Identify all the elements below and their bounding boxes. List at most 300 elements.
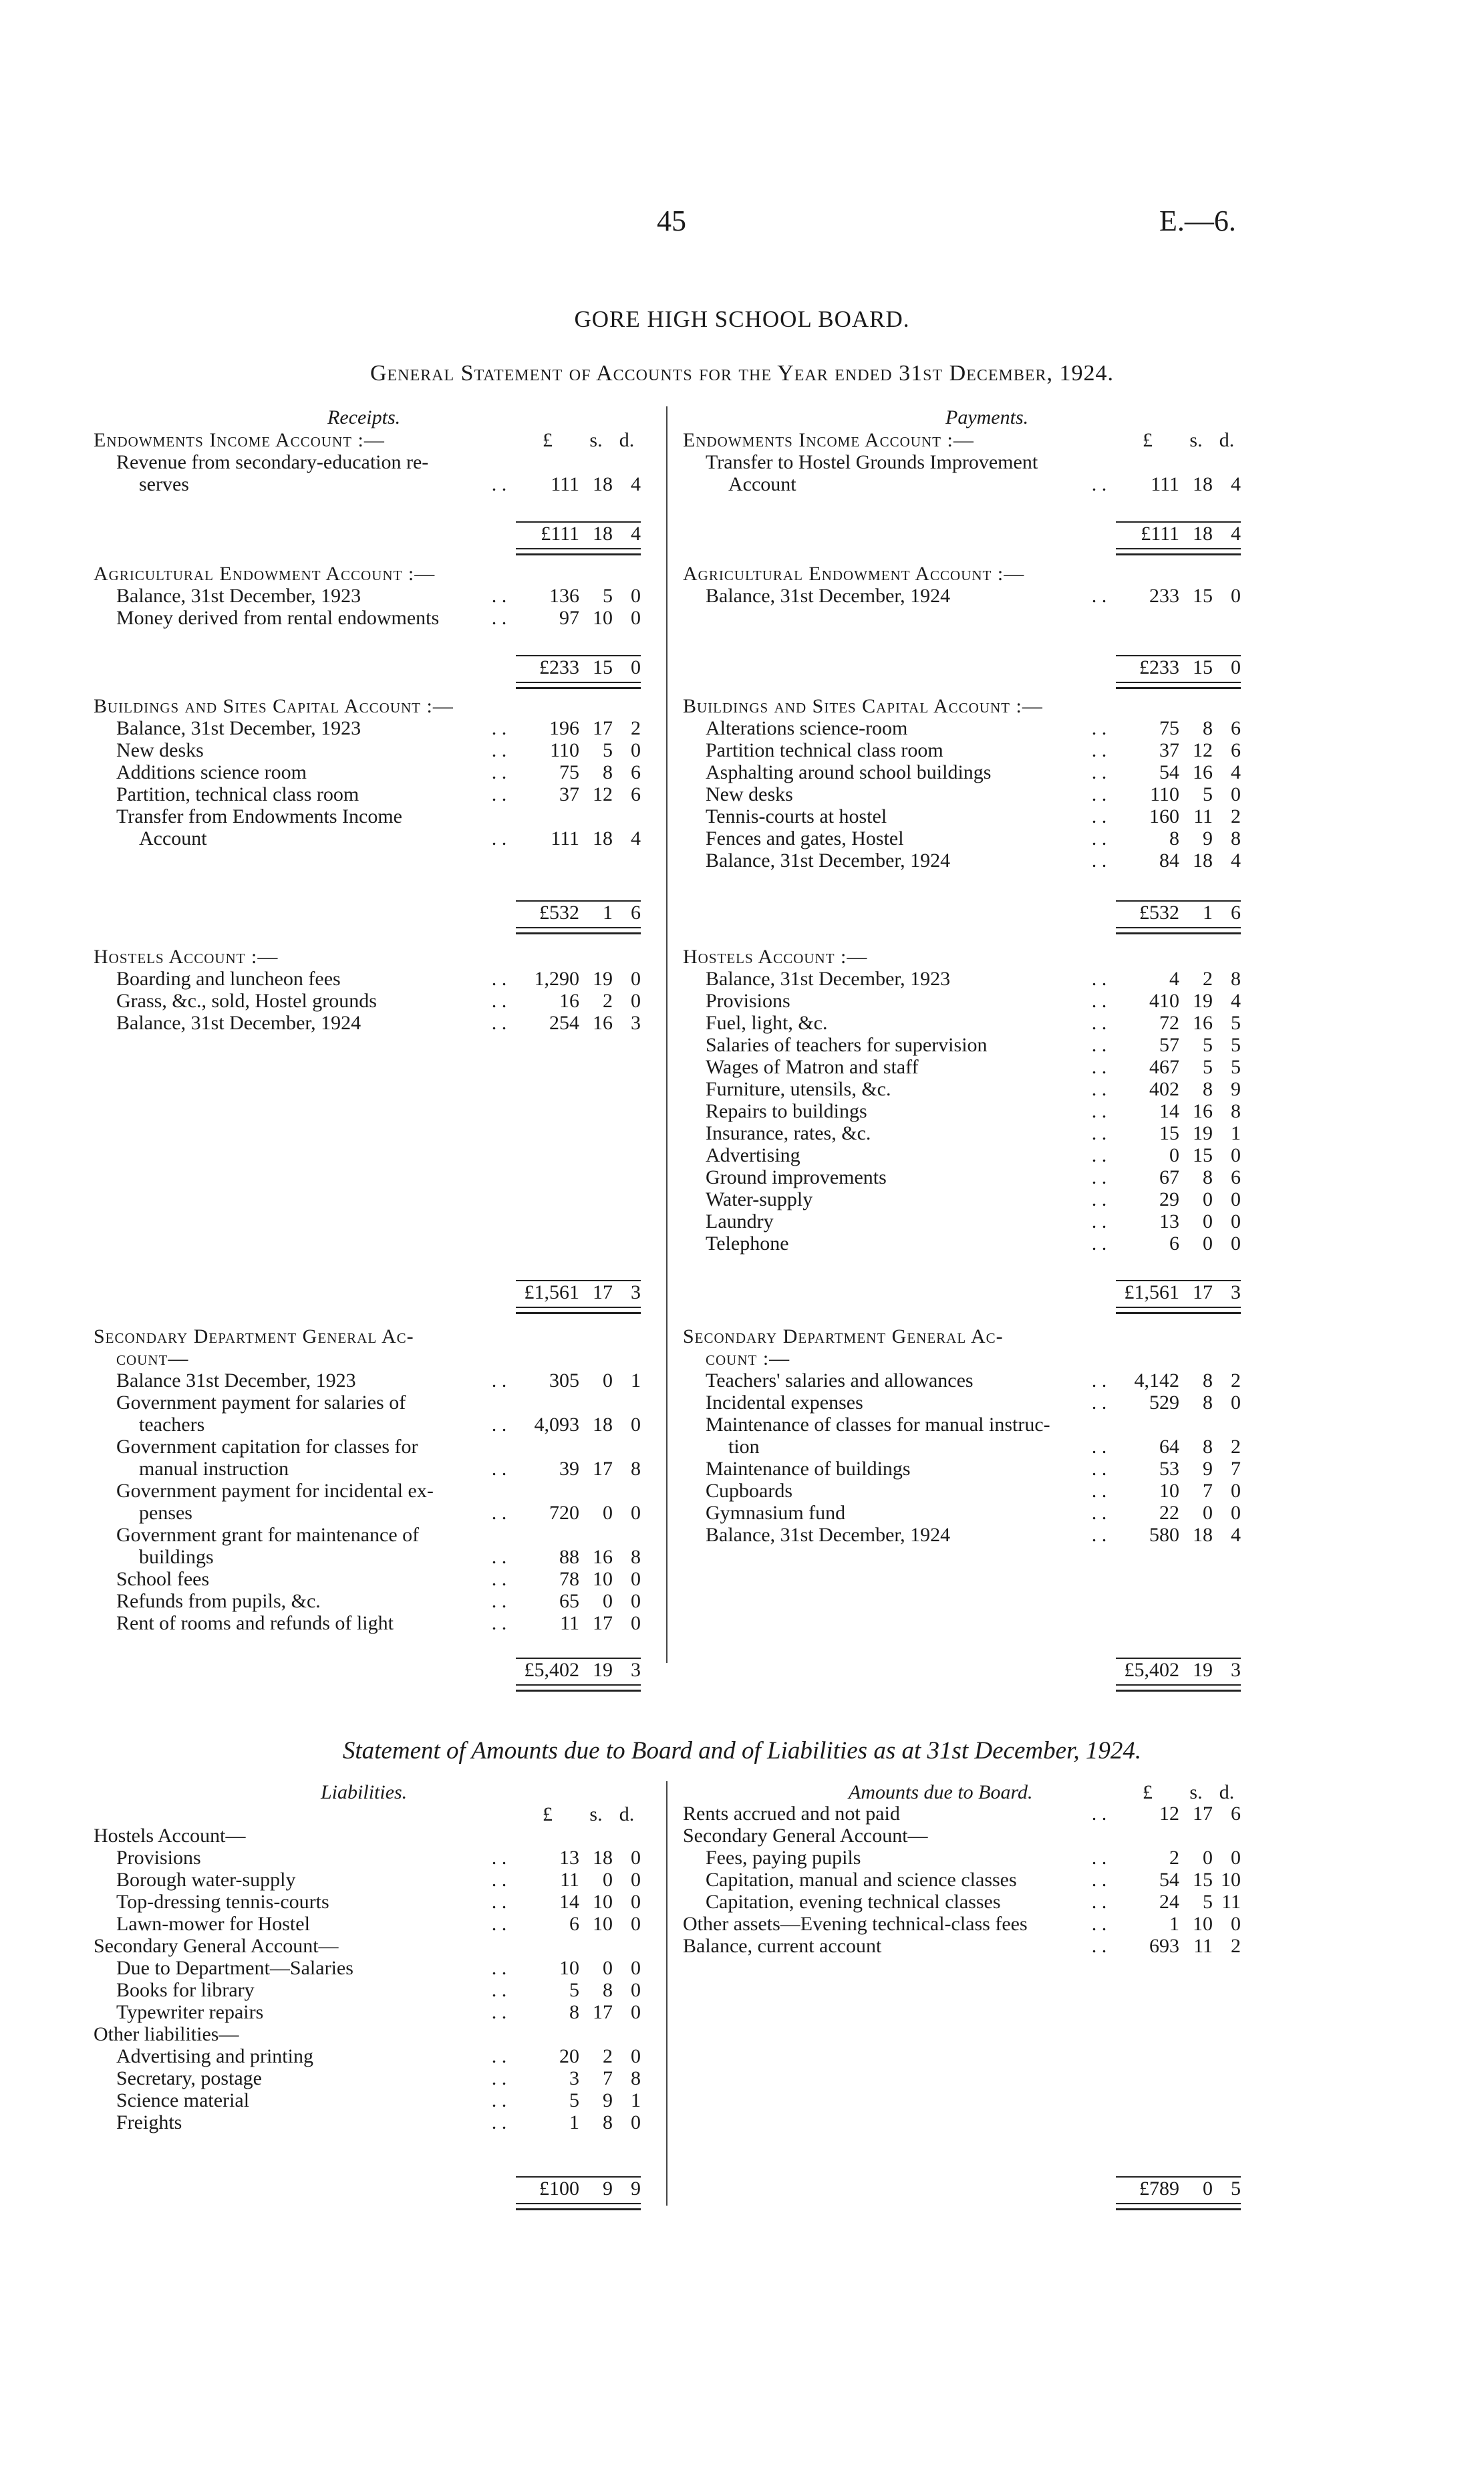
- amount-pounds: 1: [1169, 1913, 1179, 1935]
- amount-pence: 2: [1231, 1436, 1241, 1458]
- row-label: Provisions: [706, 990, 790, 1012]
- amount-cells: [516, 1913, 641, 1935]
- amount-pence: 1: [631, 2089, 641, 2111]
- amount-cells: [516, 1502, 641, 1524]
- amount-cells: [516, 761, 641, 783]
- row-label: Transfer from Endowments Income: [116, 805, 402, 827]
- row-label: Tennis-courts at hostel: [706, 805, 887, 827]
- amount-pounds: 75: [1159, 717, 1179, 739]
- leader-dots: . .: [491, 1957, 507, 1979]
- leader-dots: . .: [491, 1590, 507, 1612]
- amount-pounds: 57: [1159, 1034, 1179, 1056]
- amount-pounds: 13: [1159, 1210, 1179, 1232]
- section-total: [516, 1658, 641, 1681]
- account-row: [683, 739, 1241, 761]
- row-label: Typewriter repairs: [116, 2001, 264, 2023]
- amount-pounds: 78: [559, 1568, 579, 1590]
- amount-cells: [1116, 1935, 1241, 1957]
- row-label: Secondary General Account—: [94, 1935, 339, 1957]
- leader-dots: . .: [491, 717, 507, 739]
- row-label: Fuel, light, &c.: [706, 1012, 828, 1034]
- total-d: 4: [1231, 523, 1241, 545]
- amount-pence: 6: [1231, 739, 1241, 761]
- leader-dots: . .: [1091, 1056, 1107, 1078]
- leader-dots: . .: [491, 585, 507, 607]
- amount-cells: [516, 739, 641, 761]
- account-row: [683, 1392, 1241, 1414]
- row-label: Account: [728, 473, 796, 495]
- amount-pence: 0: [631, 585, 641, 607]
- row-label: Ground improvements: [706, 1166, 887, 1188]
- account-row: [94, 1546, 641, 1568]
- account-row: [683, 1847, 1241, 1869]
- amount-pounds: 160: [1149, 805, 1179, 827]
- account-row: [683, 1210, 1241, 1232]
- row-label: Partition technical class room: [706, 739, 943, 761]
- amount-cells: [516, 1012, 641, 1034]
- section-total: [1116, 1658, 1241, 1681]
- leader-dots: . .: [1091, 1891, 1107, 1913]
- amount-shillings: 18: [1193, 849, 1213, 872]
- amount-shillings: 8: [603, 2111, 613, 2133]
- amount-pounds: 15: [1159, 1122, 1179, 1144]
- amount-shillings: 8: [1203, 1166, 1213, 1188]
- leader-dots: . .: [491, 2089, 507, 2111]
- account-row: [683, 717, 1241, 739]
- row-label: Balance, 31st December, 1923: [706, 968, 951, 990]
- amount-shillings: 10: [593, 607, 613, 629]
- amount-pounds: 4: [1169, 968, 1179, 990]
- amount-shillings: 17: [1193, 1803, 1213, 1825]
- account-row: [94, 2089, 641, 2111]
- amount-pence: 0: [631, 1847, 641, 1869]
- amount-pence: 4: [1231, 1524, 1241, 1546]
- leader-dots: . .: [1091, 1012, 1107, 1034]
- amount-pounds: 4,142: [1134, 1369, 1179, 1392]
- amount-pounds: 11: [560, 1869, 579, 1891]
- statement2-title: Statement of Amounts due to Board and of Liabilities as at 31st December, 1924.: [342, 1737, 1142, 1764]
- amount-pounds: 14: [1159, 1100, 1179, 1122]
- total-p: £111: [1141, 523, 1179, 545]
- row-label: Account: [139, 827, 207, 849]
- amount-cells: [1116, 1869, 1241, 1891]
- section-total: [516, 521, 641, 545]
- leader-dots: . .: [491, 1913, 507, 1935]
- row-label: Balance, 31st December, 1924: [706, 849, 951, 872]
- amount-pounds: 402: [1149, 1078, 1179, 1100]
- amount-shillings: 5: [1203, 1891, 1213, 1913]
- leader-dots: . .: [491, 1458, 507, 1480]
- leader-dots: . .: [491, 1546, 507, 1568]
- total-d: 4: [631, 523, 641, 545]
- row-label: Rents accrued and not paid: [683, 1803, 900, 1825]
- row-label: Secondary General Account—: [683, 1825, 928, 1847]
- row-label: Maintenance of classes for manual instruc-: [706, 1414, 1050, 1436]
- amount-pounds: 111: [551, 827, 579, 849]
- amount-shillings: 8: [603, 1979, 613, 2001]
- account-row: [683, 473, 1241, 495]
- leader-dots: . .: [491, 1847, 507, 1869]
- amount-cells: [516, 1979, 641, 2001]
- leader-dots: . .: [1091, 1034, 1107, 1056]
- amount-pounds: 64: [1159, 1436, 1179, 1458]
- amount-pence: 0: [631, 1869, 641, 1891]
- account-row: [683, 1012, 1241, 1034]
- amount-shillings: 18: [593, 473, 613, 495]
- amount-pence: 6: [1231, 1803, 1241, 1825]
- amount-cells: [1116, 1524, 1241, 1546]
- amount-pence: 11: [1221, 1891, 1241, 1913]
- row-label: Balance, current account: [683, 1935, 882, 1957]
- row-label: Government payment for salaries of: [116, 1392, 406, 1414]
- total-d: 3: [631, 1281, 641, 1303]
- total-d: 3: [631, 1659, 641, 1681]
- account-row: [94, 990, 641, 1012]
- amount-cells: [516, 1612, 641, 1634]
- amount-pence: 0: [631, 1913, 641, 1935]
- amount-shillings: 9: [1203, 827, 1213, 849]
- amount-cells: [516, 1546, 641, 1568]
- amount-pounds: 3: [569, 2067, 579, 2089]
- amount-pence: 0: [631, 1891, 641, 1913]
- col-shilling: s.: [1189, 429, 1203, 451]
- amount-cells: [516, 1869, 641, 1891]
- account-row: [683, 1188, 1241, 1210]
- amount-cells: [1116, 761, 1241, 783]
- amount-pounds: 39: [559, 1458, 579, 1480]
- amount-shillings: 7: [1203, 1480, 1213, 1502]
- leader-dots: . .: [1091, 1369, 1107, 1392]
- section-total: [1116, 1280, 1241, 1303]
- account-row: [94, 783, 641, 805]
- account-row: [94, 805, 641, 827]
- total-d: 3: [1231, 1281, 1241, 1303]
- statement-list: [94, 1825, 641, 2133]
- amount-cells: [1116, 1100, 1241, 1122]
- row-label: Borough water-supply: [116, 1869, 296, 1891]
- row-label: buildings: [139, 1546, 214, 1568]
- amount-shillings: 10: [593, 1891, 613, 1913]
- amount-pounds: 8: [569, 2001, 579, 2023]
- document-title: GORE HIGH SCHOOL BOARD.: [574, 306, 910, 332]
- amount-pence: 0: [1231, 1913, 1241, 1935]
- amount-pence: 5: [1231, 1056, 1241, 1078]
- row-label: Refunds from pupils, &c.: [116, 1590, 321, 1612]
- row-label: Balance, 31st December, 1924: [116, 1012, 361, 1034]
- amount-cells: [1116, 1188, 1241, 1210]
- amount-pence: 1: [631, 1369, 641, 1392]
- amount-pence: 0: [631, 607, 641, 629]
- total-d: 3: [1231, 1659, 1241, 1681]
- total-s: 19: [1193, 1659, 1213, 1681]
- amount-pence: 4: [1231, 849, 1241, 872]
- amount-pence: 6: [631, 761, 641, 783]
- account-row: [683, 1913, 1241, 1935]
- page-reference: E.—6.: [1159, 205, 1236, 237]
- row-label: Rent of rooms and refunds of light: [116, 1612, 394, 1634]
- amount-shillings: 0: [603, 1369, 613, 1392]
- row-label: Salaries of teachers for supervision: [706, 1034, 988, 1056]
- account-row: [683, 1056, 1241, 1078]
- amount-shillings: 5: [1203, 783, 1213, 805]
- amount-cells: [516, 1957, 641, 1979]
- amount-pounds: 10: [559, 1957, 579, 1979]
- amount-cells: [516, 717, 641, 739]
- account-section: [94, 946, 641, 1034]
- amount-pounds: 67: [1159, 1166, 1179, 1188]
- row-label: Telephone: [706, 1232, 789, 1255]
- amount-shillings: 16: [1193, 1012, 1213, 1034]
- amount-shillings: 0: [603, 1957, 613, 1979]
- amount-pence: 0: [1231, 1144, 1241, 1166]
- leader-dots: . .: [491, 1979, 507, 2001]
- amount-pence: 10: [1221, 1869, 1241, 1891]
- amount-cells: [1116, 1078, 1241, 1100]
- amount-cells: [1116, 717, 1241, 739]
- amount-shillings: 0: [1203, 1188, 1213, 1210]
- amount-pence: 3: [631, 1012, 641, 1034]
- amount-cells: [516, 2001, 641, 2023]
- row-label: Freights: [116, 2111, 182, 2133]
- amount-pence: 0: [1231, 1480, 1241, 1502]
- leader-dots: . .: [1091, 1122, 1107, 1144]
- account-row: [94, 1979, 641, 2001]
- amount-shillings: 8: [603, 761, 613, 783]
- amount-cells: [1116, 990, 1241, 1012]
- leader-dots: . .: [491, 2045, 507, 2067]
- amount-cells: [516, 1458, 641, 1480]
- account-row: [683, 783, 1241, 805]
- row-label: Money derived from rental endowments: [116, 607, 440, 629]
- row-label: Science material: [116, 2089, 250, 2111]
- amount-pounds: 72: [1159, 1012, 1179, 1034]
- amount-shillings: 0: [603, 1869, 613, 1891]
- amount-shillings: 15: [1193, 1869, 1213, 1891]
- amount-shillings: 8: [1203, 1392, 1213, 1414]
- account-row: [683, 1414, 1241, 1436]
- leader-dots: . .: [491, 1414, 507, 1436]
- amount-pence: 0: [1231, 585, 1241, 607]
- leader-dots: . .: [491, 990, 507, 1012]
- row-label: New desks: [706, 783, 793, 805]
- leader-dots: . .: [1091, 1524, 1107, 1546]
- section-total: [1116, 900, 1241, 924]
- account-row: [683, 1166, 1241, 1188]
- amount-pounds: 5: [569, 2089, 579, 2111]
- total-s: 15: [593, 656, 613, 678]
- row-label: Teachers' salaries and allowances: [706, 1369, 974, 1392]
- leader-dots: . .: [1091, 990, 1107, 1012]
- section-total: [516, 655, 641, 678]
- amount-pounds: 110: [550, 739, 579, 761]
- amount-pounds: 16: [559, 990, 579, 1012]
- total-s: 0: [1203, 2178, 1213, 2200]
- account-row: [94, 1869, 641, 1891]
- amount-shillings: 9: [1203, 1458, 1213, 1480]
- row-label: Balance, 31st December, 1924: [706, 585, 951, 607]
- leader-dots: . .: [1091, 585, 1107, 607]
- amount-shillings: 2: [603, 2045, 613, 2067]
- leader-dots: . .: [491, 1568, 507, 1590]
- leader-dots: . .: [491, 607, 507, 629]
- row-label: Government grant for maintenance of: [116, 1524, 420, 1546]
- amount-cells: [1116, 849, 1241, 872]
- col-pound: £: [543, 1803, 553, 1825]
- account-row: [683, 990, 1241, 1012]
- col-shilling: s.: [589, 429, 603, 451]
- row-label: Repairs to buildings: [706, 1100, 867, 1122]
- leader-dots: . .: [491, 1502, 507, 1524]
- amount-pounds: 580: [1149, 1524, 1179, 1546]
- amount-cells: [1116, 473, 1241, 495]
- total-s: 17: [1193, 1281, 1213, 1303]
- row-label: Advertising: [706, 1144, 800, 1166]
- row-label: Balance, 31st December, 1923: [116, 585, 361, 607]
- amount-shillings: 0: [603, 1590, 613, 1612]
- amount-pounds: 720: [549, 1502, 579, 1524]
- section-title: Secondary Department General Ac-: [683, 1325, 1004, 1347]
- amount-shillings: 5: [603, 585, 613, 607]
- amount-pence: 0: [1231, 1210, 1241, 1232]
- amount-shillings: 2: [603, 990, 613, 1012]
- total-p: £5,402: [1124, 1659, 1179, 1681]
- leader-dots: . .: [1091, 1210, 1107, 1232]
- row-label: serves: [139, 473, 189, 495]
- amount-pence: 4: [1231, 990, 1241, 1012]
- account-row: [683, 968, 1241, 990]
- amount-shillings: 5: [603, 739, 613, 761]
- account-row: [94, 1568, 641, 1590]
- row-label: Top-dressing tennis-courts: [116, 1891, 329, 1913]
- row-label: Hostels Account—: [94, 1825, 246, 1847]
- leader-dots: . .: [1091, 1803, 1107, 1825]
- total-p: £789: [1139, 2178, 1179, 2200]
- account-row: [683, 1803, 1241, 1825]
- account-row: [94, 1392, 641, 1414]
- leader-dots: . .: [491, 1369, 507, 1392]
- account-section: [683, 946, 1241, 1255]
- amount-shillings: 5: [1203, 1034, 1213, 1056]
- amount-pounds: 10: [1159, 1480, 1179, 1502]
- amount-cells: [516, 2045, 641, 2067]
- amount-pounds: 37: [559, 783, 579, 805]
- col-pence: d.: [619, 429, 635, 451]
- amount-pounds: 467: [1149, 1056, 1179, 1078]
- account-row: [94, 1369, 641, 1392]
- total-d: 0: [631, 656, 641, 678]
- amount-cells: [1116, 805, 1241, 827]
- amount-shillings: 10: [593, 1913, 613, 1935]
- amount-shillings: 17: [593, 2001, 613, 2023]
- row-label: Balance, 31st December, 1923: [116, 717, 361, 739]
- amount-cells: [1116, 1012, 1241, 1034]
- payments-heading: Payments.: [945, 406, 1029, 428]
- amount-cells: [1116, 1480, 1241, 1502]
- leader-dots: . .: [491, 473, 507, 495]
- account-row: [94, 1414, 641, 1436]
- amount-pence: 8: [631, 2067, 641, 2089]
- total-p: £1,561: [1124, 1281, 1179, 1303]
- total-s: 18: [593, 523, 613, 545]
- amount-pence: 5: [1231, 1034, 1241, 1056]
- leader-dots: . .: [491, 1012, 507, 1034]
- amount-pence: 2: [1231, 805, 1241, 827]
- row-label: Gymnasium fund: [706, 1502, 846, 1524]
- column-divider: [666, 406, 667, 1663]
- col-pound: £: [1143, 1781, 1153, 1803]
- account-row: [94, 2045, 641, 2067]
- amount-pence: 0: [1231, 1188, 1241, 1210]
- amount-pence: 0: [631, 990, 641, 1012]
- amount-shillings: 2: [1203, 968, 1213, 990]
- leader-dots: . .: [491, 1869, 507, 1891]
- row-label: Water-supply: [706, 1188, 813, 1210]
- amount-cells: [516, 2111, 641, 2133]
- leader-dots: . .: [1091, 805, 1107, 827]
- amount-cells: [516, 827, 641, 849]
- row-label: Revenue from secondary-education re-: [116, 451, 429, 473]
- col-pence: d.: [619, 1803, 635, 1825]
- total-s: 18: [1193, 523, 1213, 545]
- amount-pounds: 136: [549, 585, 579, 607]
- account-row: [683, 1480, 1241, 1502]
- account-row: [94, 585, 641, 607]
- amount-pounds: 20: [559, 2045, 579, 2067]
- amount-cells: [516, 607, 641, 629]
- amounts-col-heads: [1116, 1781, 1241, 1804]
- amount-pounds: 12: [1159, 1803, 1179, 1825]
- amount-pounds: 88: [559, 1546, 579, 1568]
- amount-pounds: 4,093: [534, 1414, 579, 1436]
- leader-dots: . .: [1091, 783, 1107, 805]
- leader-dots: . .: [1091, 1392, 1107, 1414]
- amount-shillings: 12: [593, 783, 613, 805]
- account-section: [94, 563, 641, 629]
- leader-dots: . .: [491, 968, 507, 990]
- row-label: Insurance, rates, &c.: [706, 1122, 871, 1144]
- row-label: Wages of Matron and staff: [706, 1056, 919, 1078]
- amount-pounds: 22: [1159, 1502, 1179, 1524]
- amount-pence: 8: [631, 1458, 641, 1480]
- amount-shillings: 8: [1203, 1078, 1213, 1100]
- amount-cells: [516, 2067, 641, 2089]
- total-d: 6: [631, 902, 641, 924]
- total-p: £532: [539, 902, 579, 924]
- amount-cells: [1116, 1458, 1241, 1480]
- account-row: [94, 1913, 641, 1935]
- account-row: [94, 1524, 641, 1546]
- section-total: [516, 1280, 641, 1303]
- row-label: teachers: [139, 1414, 205, 1436]
- amount-cells: [1116, 1034, 1241, 1056]
- section-title: Buildings and Sites Capital Account :—: [683, 695, 1043, 717]
- amount-cells: [1116, 1436, 1241, 1458]
- row-label: Transfer to Hostel Grounds Improvement: [706, 451, 1038, 473]
- amount-pounds: 29: [1159, 1188, 1179, 1210]
- amount-pence: 0: [631, 1957, 641, 1979]
- col-pence: d.: [1219, 1781, 1235, 1803]
- total-d: 6: [1231, 902, 1241, 924]
- total-p: £233: [1139, 656, 1179, 678]
- account-row: [94, 827, 641, 849]
- row-label: Advertising and printing: [116, 2045, 313, 2067]
- row-label: Other liabilities—: [94, 2023, 239, 2045]
- leader-dots: . .: [1091, 827, 1107, 849]
- leader-dots: . .: [1091, 1869, 1107, 1891]
- leader-dots: . .: [491, 739, 507, 761]
- row-label: Secretary, postage: [116, 2067, 262, 2089]
- account-row: [94, 1935, 641, 1957]
